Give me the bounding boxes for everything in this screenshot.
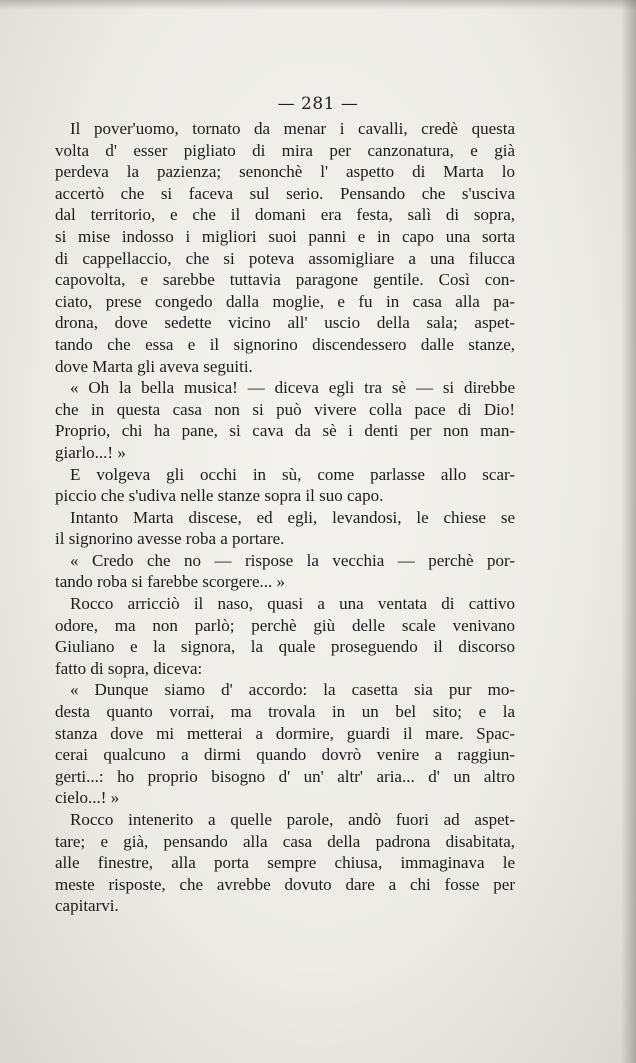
text-line: Rocco intenerito a quelle parole, andò fuori ad aspet- [70, 810, 515, 829]
text-line: dal territorio, e che il domani era festa, salì di sopra, [55, 205, 515, 225]
text-line: Rocco arricciò il naso, quasi a una ventata di cattivo [70, 594, 515, 614]
text-line: alle finestre, alla porta sempre chiusa, immaginava le [55, 853, 515, 873]
text-line: capovolta, e sarebbe tuttavia paragone gentile. Così con- [55, 270, 515, 290]
text-line: « Oh la bella musica! — diceva egli tra sè — si direbbe [70, 378, 515, 398]
text-line: si mise indosso i migliori suoi panni e in capo una sorta [55, 226, 515, 246]
text-line: cielo...! » [55, 788, 120, 808]
body-text [55, 118, 515, 917]
text-line: di cappellaccio, che si poteva assomigliare a una filucca [55, 248, 515, 268]
text-line: tando che essa e il signorino discendessero dalle stanze, [55, 334, 515, 354]
text-line: tando roba si farebbe scorgere... » [55, 572, 286, 592]
page-right-shadow [622, 0, 636, 1063]
text-line: ciato, prese congedo dalla moglie, e fu in casa alla pa- [55, 291, 515, 311]
page-number: — 281 — [277, 94, 359, 114]
page-top-shadow [0, 0, 636, 10]
text-line: stanza dove mi metterai a dormire, guardi il mare. Spac- [55, 723, 515, 743]
text-line: il signorino avesse roba a portare. [55, 529, 285, 549]
text-line: perdeva la pazienza; senonchè l' aspetto di Marta lo [55, 162, 515, 182]
text-line: tare; e già, pensando alla casa della padrona disabitata, [55, 831, 515, 851]
text-line: « Credo che no — rispose la vecchia — perchè por- [70, 550, 515, 570]
text-line: Intanto Marta discese, ed egli, levandosi, le chiese se [70, 507, 515, 527]
text-line: che in questa casa non si può vivere colla pace di Dio! [55, 399, 515, 419]
text-line: volta d' esser pigliato di mira per canzonatura, e già [55, 140, 515, 160]
text-line: E volgeva gli occhi in sù, come parlasse allo scar- [70, 464, 515, 484]
text-line: gerti...: ho proprio bisogno d' un' altr' aria... d' un altro [55, 766, 515, 786]
text-line: drona, dove sedette vicino all' uscio della sala; aspet- [55, 313, 515, 333]
text-line: Giuliano e la signora, la quale proseguendo il discorso [55, 637, 515, 657]
text-line: cerai qualcuno a dirmi quando dovrò venire a raggiun- [55, 745, 515, 765]
text-line: giarlo...! » [55, 442, 126, 462]
text-line: Proprio, chi ha pane, si cava da sè i denti per non man- [55, 421, 515, 441]
text-line: odore, ma non parlò; perchè giù delle scale venivano [55, 615, 515, 635]
text-line: accertò che si faceva sul serio. Pensando che s'usciva [55, 183, 515, 203]
text-line: piccio che s'udiva nelle stanze sopra il suo capo. [55, 486, 384, 506]
text-line: « Dunque siamo d' accordo: la casetta sia pur mo- [70, 680, 515, 700]
text-line: meste risposte, che avrebbe dovuto dare a chi fosse per [55, 874, 515, 894]
text-line: fatto di sopra, diceva: [55, 658, 203, 678]
text-line: dove Marta gli aveva seguiti. [55, 356, 253, 376]
text-line: Il pover'uomo, tornato da menar i cavalli, credè questa [70, 119, 515, 138]
text-line: capitarvi. [55, 896, 119, 916]
text-line: desta quanto vorrai, ma trovala in un bel sito; e la [55, 702, 515, 722]
